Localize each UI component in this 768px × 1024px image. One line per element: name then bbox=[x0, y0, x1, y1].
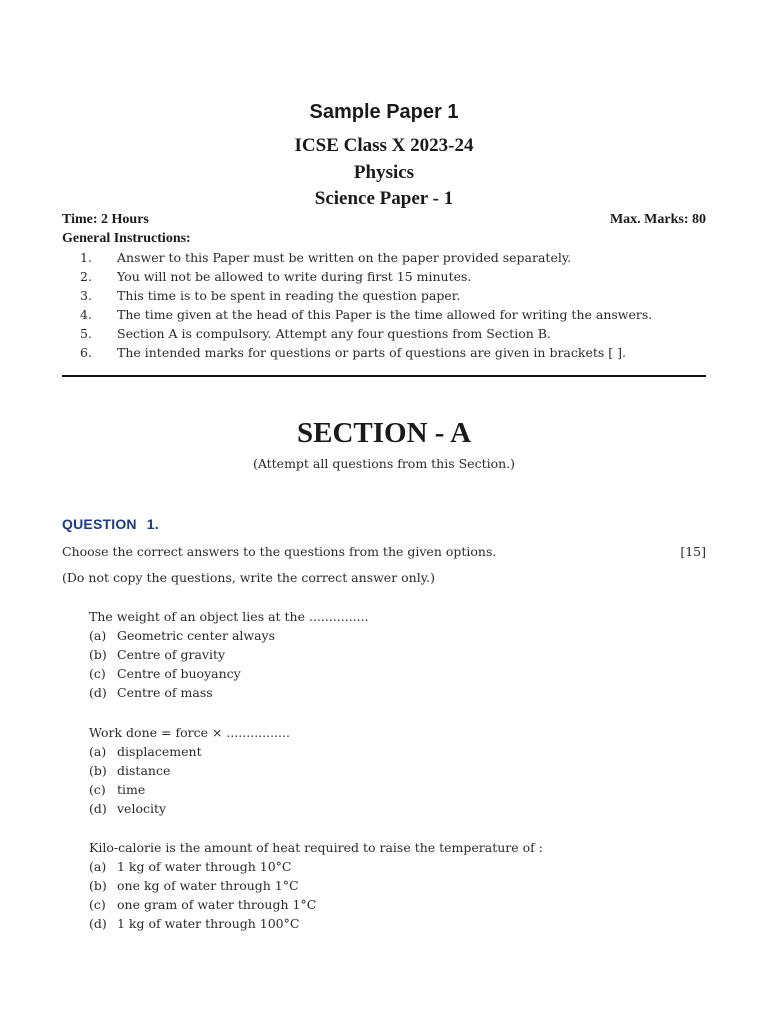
option-text: one kg of water through 1°C bbox=[117, 878, 299, 893]
mcq-option bbox=[89, 761, 689, 780]
max-marks: Max. Marks: 80 bbox=[609, 212, 706, 227]
section-title: SECTION - A bbox=[296, 417, 472, 449]
instruction-text: You will not be allowed to write during first 15 minutes. bbox=[117, 269, 472, 284]
option-label: (c) bbox=[89, 897, 106, 912]
instruction-item bbox=[62, 248, 722, 267]
mcq-stem: Work done = force × ................ bbox=[89, 725, 290, 740]
instruction-text: This time is to be spent in reading the question paper. bbox=[117, 288, 461, 303]
mcq-option bbox=[89, 799, 689, 818]
mcq-option bbox=[89, 664, 689, 683]
option-label: (b) bbox=[89, 763, 107, 778]
instruction-text: Section A is compulsory. Attempt any four questions from Section B. bbox=[117, 326, 551, 341]
question-instruction-line bbox=[62, 542, 706, 561]
question-number: 1. bbox=[146, 516, 159, 532]
subject-name: Physics bbox=[353, 162, 415, 183]
mcq-option bbox=[89, 876, 689, 895]
option-text: one gram of water through 1°C bbox=[117, 897, 317, 912]
paper-meta bbox=[62, 210, 706, 229]
mcq-option bbox=[89, 914, 689, 933]
instruction-item bbox=[62, 286, 722, 305]
option-text: distance bbox=[117, 763, 171, 778]
mcq-stem: The weight of an object lies at the ............... bbox=[89, 609, 369, 624]
option-text: Centre of gravity bbox=[117, 647, 226, 662]
mcq-block bbox=[89, 838, 689, 933]
mcq-option bbox=[89, 895, 689, 914]
question-note: (Do not copy the questions, write the correct answer only.) bbox=[62, 570, 435, 585]
mcq-option bbox=[89, 742, 689, 761]
instruction-item bbox=[62, 267, 722, 286]
paper-name: Science Paper - 1 bbox=[314, 188, 454, 209]
instruction-number: 4. bbox=[80, 307, 92, 322]
instructions-list bbox=[62, 248, 722, 362]
option-label: (c) bbox=[89, 782, 106, 797]
mcq-stem: Kilo-calorie is the amount of heat required to raise the temperature of : bbox=[89, 840, 543, 855]
mcq-block bbox=[89, 723, 689, 818]
mcq-block bbox=[89, 607, 689, 702]
instruction-text: The time given at the head of this Paper is the time allowed for writing the answers. bbox=[117, 307, 653, 322]
option-label: (b) bbox=[89, 878, 107, 893]
section-subtitle: (Attempt all questions from this Section.) bbox=[252, 456, 516, 471]
instruction-text: Answer to this Paper must be written on the paper provided separately. bbox=[117, 250, 572, 265]
option-label: (d) bbox=[89, 916, 107, 931]
mcq-option bbox=[89, 857, 689, 876]
paper-title: Sample Paper 1 bbox=[309, 101, 459, 123]
question-marks: [15] bbox=[680, 544, 706, 559]
option-label: (d) bbox=[89, 801, 107, 816]
instruction-number: 1. bbox=[80, 250, 92, 265]
option-text: displacement bbox=[117, 744, 202, 759]
instruction-number: 5. bbox=[80, 326, 92, 341]
horizontal-divider bbox=[62, 375, 706, 377]
mcq-option bbox=[89, 780, 689, 799]
instruction-number: 6. bbox=[80, 345, 92, 360]
option-text: velocity bbox=[117, 801, 167, 816]
option-text: 1 kg of water through 10°C bbox=[117, 859, 292, 874]
option-text: Centre of buoyancy bbox=[117, 666, 241, 681]
option-label: (c) bbox=[89, 666, 106, 681]
option-text: Centre of mass bbox=[117, 685, 213, 700]
option-text: 1 kg of water through 100°C bbox=[117, 916, 300, 931]
option-text: Geometric center always bbox=[117, 628, 276, 643]
question-instruction: Choose the correct answers to the questions from the given options. bbox=[62, 544, 497, 559]
general-instructions-heading: General Instructions: bbox=[62, 231, 191, 246]
instruction-text: The intended marks for questions or parts of questions are given in brackets [ ]. bbox=[117, 345, 626, 360]
option-label: (a) bbox=[89, 859, 107, 874]
question-heading bbox=[62, 515, 159, 534]
option-text: time bbox=[117, 782, 146, 797]
mcq-option bbox=[89, 645, 689, 664]
time-allowed: Time: 2 Hours bbox=[62, 212, 149, 227]
instruction-item bbox=[62, 324, 722, 343]
question-label: QUESTION bbox=[62, 516, 137, 532]
mcq-option bbox=[89, 626, 689, 645]
instruction-item bbox=[62, 343, 722, 362]
instruction-number: 3. bbox=[80, 288, 92, 303]
mcq-option bbox=[89, 683, 689, 702]
option-label: (a) bbox=[89, 628, 107, 643]
exam-name: ICSE Class X 2023-24 bbox=[294, 135, 474, 156]
option-label: (d) bbox=[89, 685, 107, 700]
option-label: (a) bbox=[89, 744, 107, 759]
instruction-number: 2. bbox=[80, 269, 92, 284]
option-label: (b) bbox=[89, 647, 107, 662]
instruction-item bbox=[62, 305, 722, 324]
